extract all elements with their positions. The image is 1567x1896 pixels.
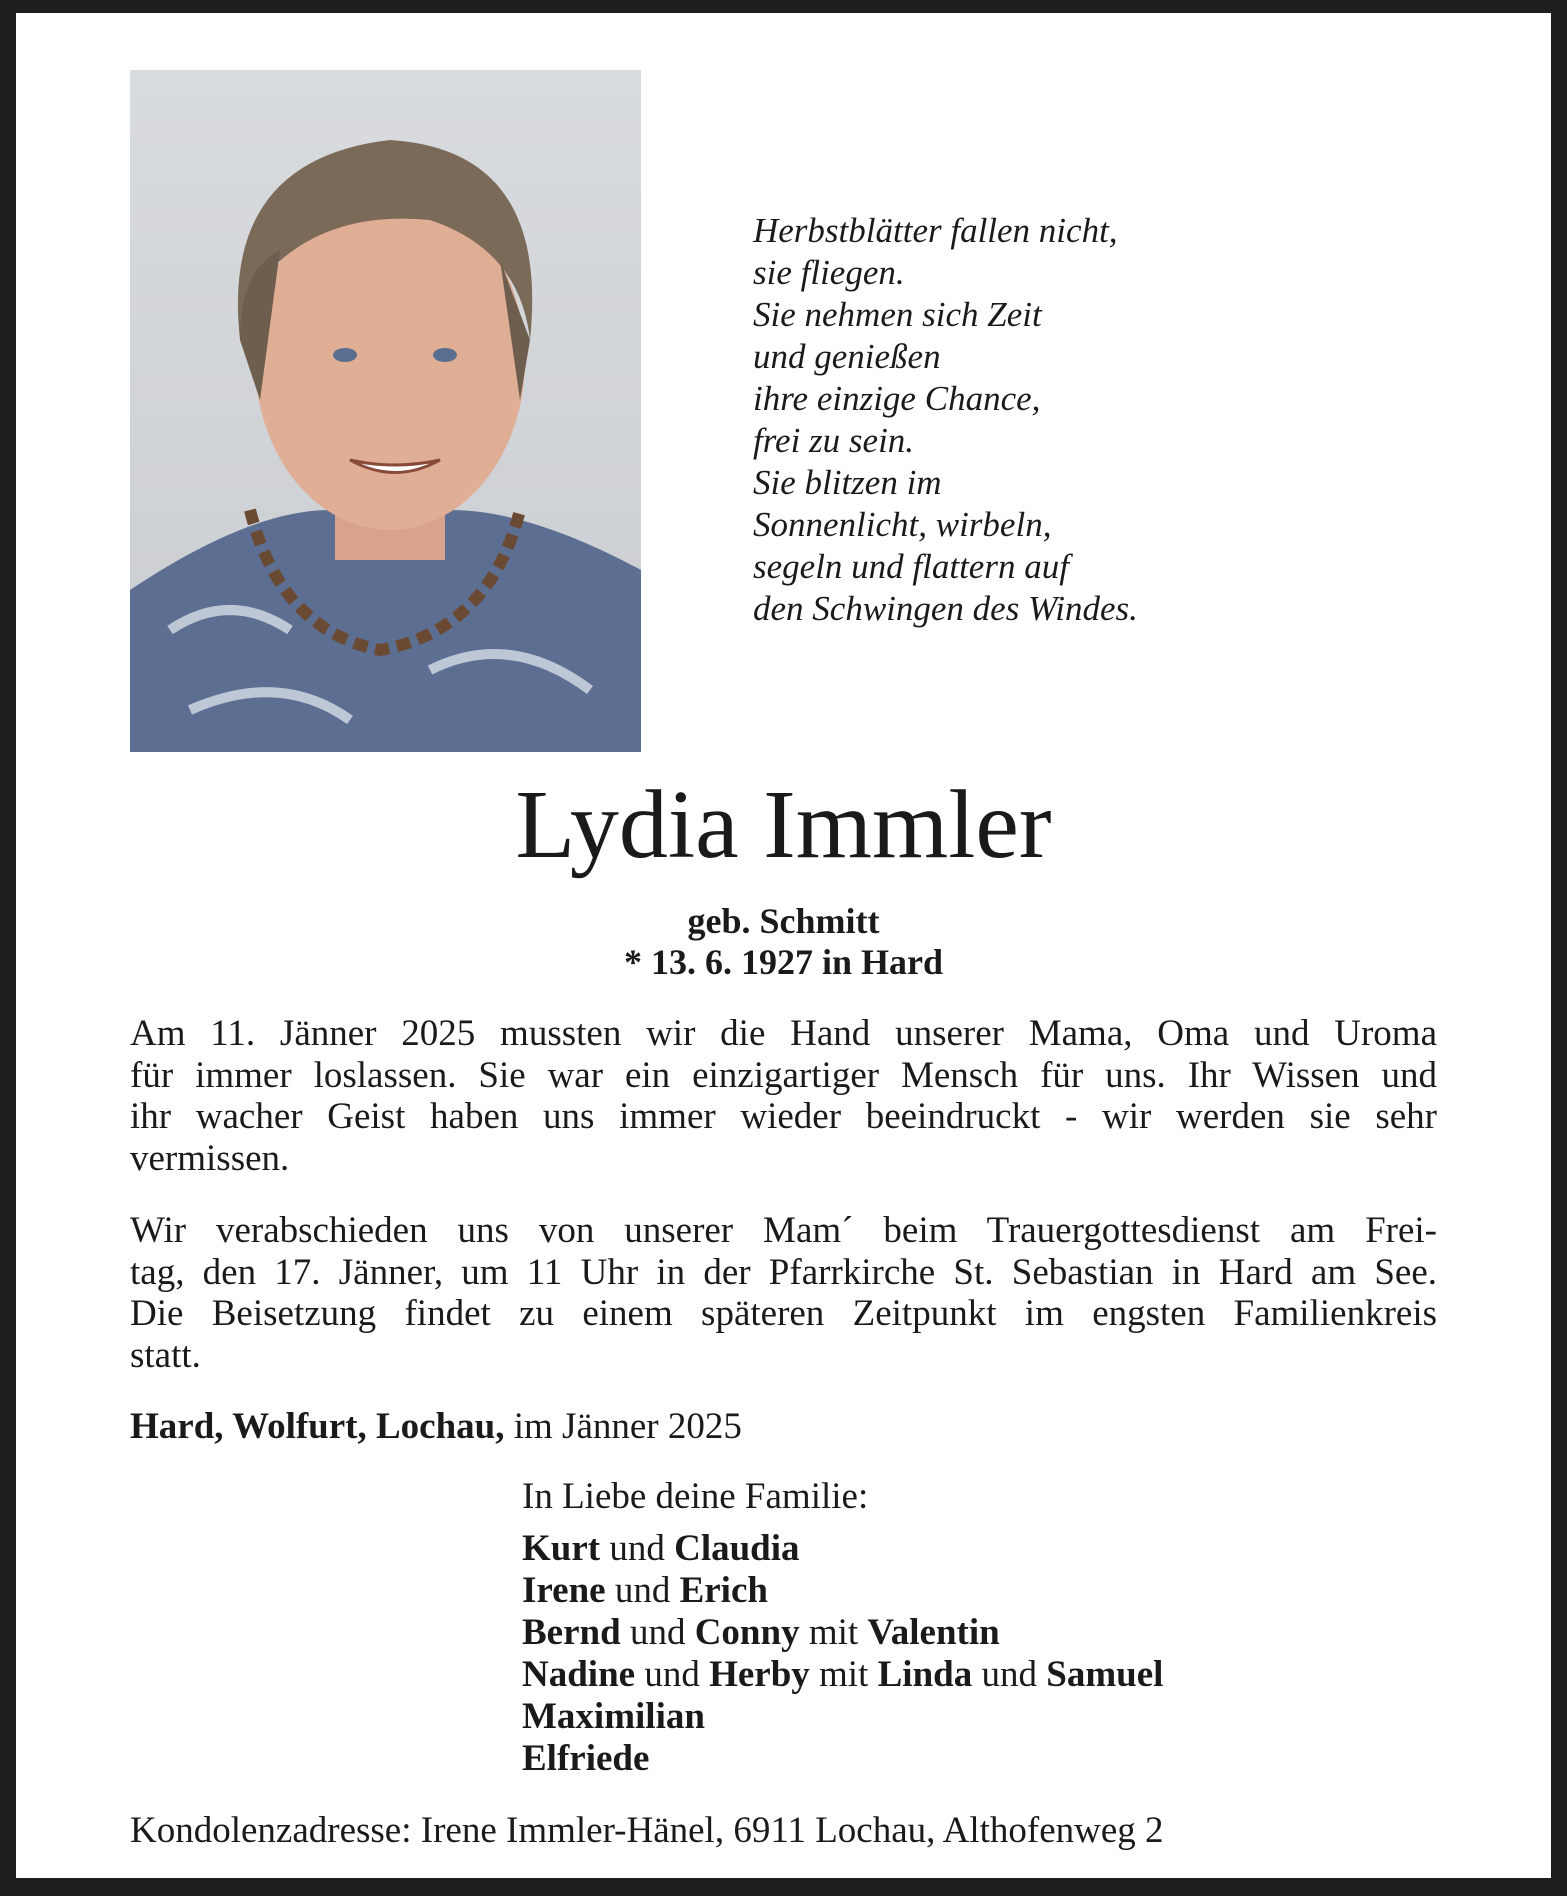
portrait-illustration bbox=[130, 70, 641, 752]
maiden-name: geb. Schmitt bbox=[687, 901, 880, 941]
paragraph-line: Am 11. Jänner 2025 mussten wir die Hand unserer Mama, Oma und Uroma bbox=[130, 1013, 1437, 1054]
poem-line: frei zu sein. bbox=[753, 421, 915, 460]
paragraph-line: Die Beisetzung findet zu einem späteren Zeitpunkt im engsten Familienkreis bbox=[130, 1293, 1437, 1335]
poem-line: und genießen bbox=[753, 337, 941, 376]
date: im Jänner 2025 bbox=[513, 1406, 742, 1447]
connector-text: und bbox=[605, 1570, 680, 1611]
family-member-name: Valentin bbox=[867, 1612, 1000, 1653]
family-line bbox=[522, 1612, 1163, 1654]
paragraph-line: ihr wacher Geist haben uns immer wieder beeindruckt - wir werden sie sehr bbox=[130, 1096, 1437, 1138]
portrait-photo bbox=[130, 70, 641, 752]
family-member-name: Erich bbox=[679, 1570, 768, 1611]
poem-line: Sonnenlicht, wirbeln, bbox=[753, 505, 1052, 544]
place-date bbox=[130, 1406, 742, 1448]
family-line bbox=[522, 1654, 1163, 1696]
paragraph-line: für immer loslassen. Sie war ein einzigartiger Mensch für uns. Ihr Wissen und bbox=[130, 1054, 1437, 1096]
family-line bbox=[522, 1528, 1163, 1570]
family-member-name: Linda bbox=[877, 1654, 973, 1695]
family-line bbox=[522, 1570, 1163, 1612]
paragraph-line: tag, den 17. Jänner, um 11 Uhr in der Pfarrkirche St. Sebastian in Hard am See. bbox=[130, 1251, 1437, 1293]
birth-info: * 13. 6. 1927 in Hard bbox=[623, 942, 944, 982]
connector-text: und bbox=[620, 1612, 695, 1653]
poem-line: sie fliegen. bbox=[753, 253, 905, 292]
places: Hard, Wolfurt, Lochau, bbox=[130, 1406, 505, 1447]
family-line bbox=[522, 1738, 1163, 1780]
poem-line: ihre einzige Chance, bbox=[753, 379, 1041, 418]
paragraph-line: Wir verabschieden uns von unserer Mam´ beim Trauergottesdienst am Frei- bbox=[130, 1210, 1437, 1251]
family-list bbox=[522, 1528, 1163, 1780]
poem bbox=[753, 210, 1138, 630]
announcement-paragraph bbox=[130, 1013, 1437, 1179]
deceased-name: Lydia Immler bbox=[515, 771, 1052, 879]
paragraph-line: vermissen. bbox=[130, 1137, 290, 1179]
family-member-name: Irene bbox=[522, 1570, 606, 1611]
connector-text: und bbox=[635, 1654, 710, 1695]
family-member-name: Elfriede bbox=[522, 1738, 650, 1779]
poem-line: Herbstblätter fallen nicht, bbox=[753, 211, 1118, 250]
family-member-name: Maximilian bbox=[522, 1696, 705, 1737]
family-member-name: Nadine bbox=[522, 1654, 636, 1695]
family-member-name: Samuel bbox=[1046, 1654, 1164, 1695]
poem-line: segeln und flattern auf bbox=[753, 547, 1069, 586]
connector-text: mit bbox=[809, 1654, 878, 1695]
connector-text: und bbox=[972, 1654, 1047, 1695]
family-member-name: Claudia bbox=[674, 1528, 800, 1569]
family-member-name: Bernd bbox=[522, 1612, 621, 1653]
family-line bbox=[522, 1696, 1163, 1738]
family-member-name: Conny bbox=[694, 1612, 800, 1653]
family-member-name: Herby bbox=[709, 1654, 810, 1695]
poem-line: den Schwingen des Windes. bbox=[753, 589, 1138, 628]
condolence-address: Kondolenzadresse: Irene Immler-Hänel, 6911 Lochau, Althofenweg 2 bbox=[130, 1810, 1164, 1851]
family-intro: In Liebe deine Familie: bbox=[522, 1476, 869, 1517]
connector-text: und bbox=[600, 1528, 675, 1569]
funeral-paragraph bbox=[130, 1210, 1437, 1376]
connector-text: mit bbox=[799, 1612, 868, 1653]
poem-line: Sie blitzen im bbox=[753, 463, 942, 502]
poem-line: Sie nehmen sich Zeit bbox=[753, 295, 1042, 334]
paragraph-line: statt. bbox=[130, 1334, 201, 1376]
family-member-name: Kurt bbox=[522, 1528, 601, 1569]
